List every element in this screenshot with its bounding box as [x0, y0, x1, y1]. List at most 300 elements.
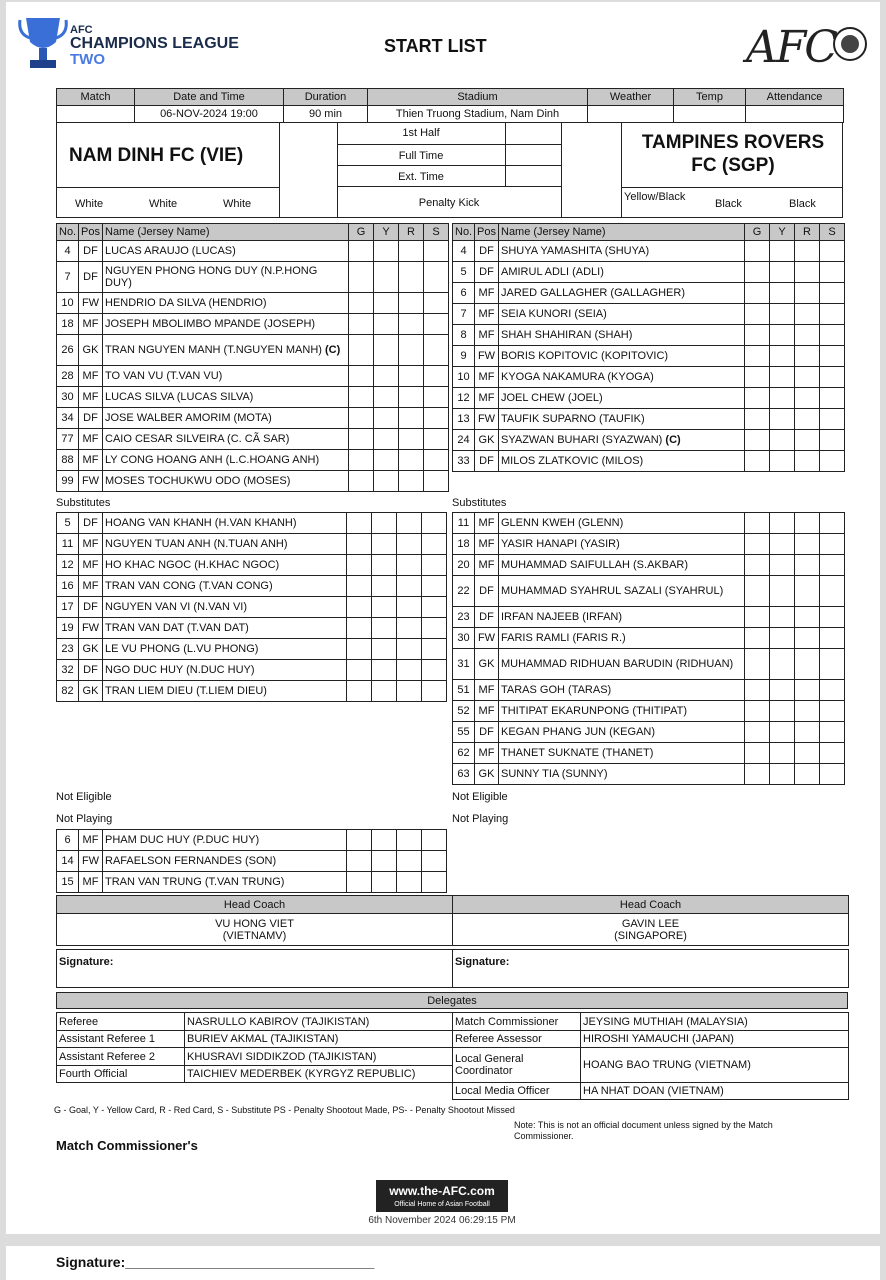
player-row — [453, 262, 845, 283]
home-subs-label: Substitutes — [56, 497, 111, 509]
player-number: 62 — [453, 743, 475, 764]
header-no: No. — [57, 224, 79, 241]
delegate-role: Referee Assessor — [453, 1031, 581, 1048]
player-row — [453, 649, 845, 680]
player-row — [57, 241, 449, 262]
player-position: GK — [79, 335, 103, 366]
player-number: 18 — [57, 314, 79, 335]
stat-cell — [795, 743, 820, 764]
player-name-text: MUHAMMAD RIDHUAN BARUDIN (RIDHUAN) — [501, 658, 734, 670]
afc-logo — [746, 20, 870, 72]
stat-cell — [770, 722, 795, 743]
player-name — [499, 325, 745, 346]
stat-cell — [745, 534, 770, 555]
player-name-text: TRAN LIEM DIEU (T.LIEM DIEU) — [105, 685, 267, 697]
player-position: MF — [475, 304, 499, 325]
stat-cell — [745, 649, 770, 680]
logo-line3: TWO — [70, 51, 105, 68]
stat-cell — [399, 241, 424, 262]
stat-cell — [349, 366, 374, 387]
player-number: 22 — [453, 576, 475, 607]
player-row — [57, 618, 447, 639]
player-position: MF — [475, 680, 499, 701]
stat-cell — [770, 534, 795, 555]
stat-cell — [372, 830, 397, 851]
away-team-name-line1: TAMPINES ROVERS — [641, 132, 825, 153]
player-position: MF — [79, 872, 103, 893]
player-number: 18 — [453, 534, 475, 555]
player-number: 23 — [453, 607, 475, 628]
player-position: DF — [79, 262, 103, 293]
player-position: DF — [79, 660, 103, 681]
player-position: MF — [475, 283, 499, 304]
player-number: 51 — [453, 680, 475, 701]
away-team-name-line2: FC (SGP) — [691, 155, 775, 176]
stat-cell — [422, 576, 447, 597]
player-name — [499, 241, 745, 262]
period-ext-time: Ext. Time — [398, 171, 444, 183]
stat-cell — [820, 283, 845, 304]
player-number: 30 — [57, 387, 79, 408]
stat-cell — [795, 367, 820, 388]
stat-cell — [399, 366, 424, 387]
stat-cell — [399, 450, 424, 471]
away-subs-label: Substitutes — [452, 497, 507, 509]
stat-cell — [347, 830, 372, 851]
player-position: MF — [475, 388, 499, 409]
stat-cell — [422, 872, 447, 893]
stat-cell — [347, 872, 372, 893]
header-pos: Pos — [475, 224, 499, 241]
player-position: MF — [475, 555, 499, 576]
stat-cell — [820, 367, 845, 388]
stat-cell — [820, 513, 845, 534]
player-position: MF — [79, 450, 103, 471]
stat-cell — [397, 681, 422, 702]
stat-cell — [745, 388, 770, 409]
away-subs-table — [452, 512, 845, 785]
stat-cell — [372, 534, 397, 555]
player-name-text: CAIO CESAR SILVEIRA (C. CÃ SAR) — [105, 433, 290, 445]
stat-cell — [745, 576, 770, 607]
stat-cell — [424, 314, 449, 335]
header-attendance: Attendance — [746, 89, 844, 106]
player-position: FW — [475, 346, 499, 367]
player-number: 55 — [453, 722, 475, 743]
player-name-text: NGO DUC HUY (N.DUC HUY) — [105, 664, 255, 676]
stat-cell — [397, 597, 422, 618]
player-row — [57, 555, 447, 576]
player-number: 7 — [57, 262, 79, 293]
player-name-text: HOANG VAN KHANH (H.VAN KHANH) — [105, 517, 297, 529]
away-signature-label: Signature: — [453, 950, 849, 988]
stat-cell — [422, 534, 447, 555]
player-name — [499, 764, 745, 785]
away-coach-label: Head Coach — [453, 896, 849, 914]
value-date: 06-NOV-2024 19:00 — [135, 106, 284, 123]
stat-cell — [422, 681, 447, 702]
stat-cell — [770, 513, 795, 534]
stat-cell — [795, 764, 820, 785]
stat-cell — [795, 262, 820, 283]
player-number: 30 — [453, 628, 475, 649]
player-name-text: SHAH SHAHIRAN (SHAH) — [501, 329, 633, 341]
player-position: MF — [79, 387, 103, 408]
player-name — [499, 607, 745, 628]
header-stadium: Stadium — [368, 89, 588, 106]
stat-cell — [770, 409, 795, 430]
start-list-page — [6, 2, 880, 1234]
stat-cell — [347, 660, 372, 681]
player-name-text: MUHAMMAD SYAHRUL SAZALI (SYAHRUL) — [501, 585, 724, 597]
stat-cell — [795, 649, 820, 680]
player-name — [103, 335, 349, 366]
stat-cell — [820, 701, 845, 722]
stat-cell — [399, 335, 424, 366]
stat-cell — [372, 513, 397, 534]
stat-cell — [424, 471, 449, 492]
stat-cell — [820, 649, 845, 680]
player-position: FW — [79, 851, 103, 872]
player-number: 11 — [453, 513, 475, 534]
player-name-text: SHUYA YAMASHITA (SHUYA) — [501, 245, 650, 257]
stat-cell — [424, 335, 449, 366]
delegate-role: Assistant Referee 2 — [57, 1048, 185, 1066]
player-number: 13 — [453, 409, 475, 430]
stat-cell — [397, 618, 422, 639]
player-row — [453, 576, 845, 607]
stat-cell — [820, 325, 845, 346]
stat-cell — [399, 293, 424, 314]
player-number: 4 — [453, 241, 475, 262]
header-name: Name (Jersey Name) — [103, 224, 349, 241]
player-row — [453, 346, 845, 367]
player-position: GK — [475, 764, 499, 785]
player-position: FW — [79, 618, 103, 639]
stat-cell — [422, 660, 447, 681]
player-name-text: IRFAN NAJEEB (IRFAN) — [501, 611, 623, 623]
player-name — [499, 649, 745, 680]
player-name-text: TARAS GOH (TARAS) — [501, 684, 612, 696]
stat-cell — [374, 387, 399, 408]
player-row — [57, 471, 449, 492]
stat-cell — [745, 451, 770, 472]
player-position: FW — [79, 471, 103, 492]
stat-cell — [397, 576, 422, 597]
player-row — [453, 607, 845, 628]
player-name-text: TO VAN VU (T.VAN VU) — [105, 370, 223, 382]
stat-cell — [349, 450, 374, 471]
stat-cell — [397, 534, 422, 555]
stat-cell — [372, 597, 397, 618]
delegate-name: TAICHIEV MEDERBEK (KYRGYZ REPUBLIC) — [185, 1066, 453, 1083]
player-position: GK — [79, 681, 103, 702]
player-number: 17 — [57, 597, 79, 618]
stat-cell — [424, 241, 449, 262]
stat-cell — [374, 241, 399, 262]
player-row — [453, 409, 845, 430]
trophy-icon — [18, 14, 68, 72]
player-row — [57, 872, 447, 893]
player-row — [453, 555, 845, 576]
player-position: MF — [79, 555, 103, 576]
stat-cell — [372, 618, 397, 639]
stat-cell — [374, 450, 399, 471]
header-match: Match — [57, 89, 135, 106]
stat-cell — [795, 409, 820, 430]
ball-icon — [832, 26, 868, 62]
player-row — [453, 325, 845, 346]
stat-cell — [820, 764, 845, 785]
stat-cell — [374, 408, 399, 429]
delegate-role: Local General Coordinator — [453, 1048, 581, 1083]
stamp-tagline: Official Home of Asian Football — [394, 1201, 490, 1208]
player-name — [499, 628, 745, 649]
stat-cell — [770, 764, 795, 785]
player-number: 5 — [453, 262, 475, 283]
stat-cell — [372, 872, 397, 893]
player-name-text: GLENN KWEH (GLENN) — [501, 517, 624, 529]
stat-cell — [770, 628, 795, 649]
logo-line2: CHAMPIONS LEAGUE — [70, 35, 239, 52]
stat-cell — [820, 628, 845, 649]
player-name-text: BORIS KOPITOVIC (KOPITOVIC) — [501, 350, 669, 362]
player-position: MF — [79, 830, 103, 851]
player-number: 52 — [453, 701, 475, 722]
player-name-text: THITIPAT EKARUNPONG (THITIPAT) — [501, 705, 687, 717]
away-not-eligible-label: Not Eligible — [452, 791, 508, 803]
player-row — [453, 367, 845, 388]
player-name — [103, 618, 347, 639]
stamp-timestamp: 6th November 2024 06:29:15 PM — [368, 1215, 516, 1226]
player-row — [57, 335, 449, 366]
stat-cell — [424, 262, 449, 293]
match-info-table — [56, 88, 844, 123]
player-position: DF — [475, 607, 499, 628]
player-row — [57, 450, 449, 471]
stat-cell — [770, 430, 795, 451]
legend-text: G - Goal, Y - Yellow Card, R - Red Card, S - Substitute PS - Penalty Shootout Made, PS- - Penalty Shootout Missed — [54, 1105, 515, 1115]
player-name — [499, 534, 745, 555]
stat-cell — [820, 304, 845, 325]
header-name: Name (Jersey Name) — [499, 224, 745, 241]
player-name — [103, 639, 347, 660]
player-position: DF — [475, 262, 499, 283]
player-row — [57, 429, 449, 450]
player-number: 16 — [57, 576, 79, 597]
player-row — [57, 534, 447, 555]
player-number: 19 — [57, 618, 79, 639]
value-temp — [674, 106, 746, 123]
stat-cell — [795, 430, 820, 451]
player-position: DF — [475, 241, 499, 262]
player-name-text: TRAN VAN CONG (T.VAN CONG) — [105, 580, 273, 592]
page-2-top — [6, 1246, 880, 1280]
stat-cell — [424, 387, 449, 408]
value-match — [57, 106, 135, 123]
stat-cell — [422, 513, 447, 534]
player-position: GK — [475, 430, 499, 451]
player-number: 33 — [453, 451, 475, 472]
player-name — [499, 304, 745, 325]
delegate-role: Fourth Official — [57, 1066, 185, 1083]
player-row — [453, 701, 845, 722]
stat-cell — [745, 262, 770, 283]
logo-line1: AFC — [70, 24, 93, 36]
away-coach — [453, 914, 849, 946]
player-number: 6 — [57, 830, 79, 851]
stat-cell — [347, 576, 372, 597]
player-name-text: RAFAELSON FERNANDES (SON) — [105, 855, 277, 867]
home-coach — [57, 914, 453, 946]
stat-cell — [372, 555, 397, 576]
player-row — [57, 681, 447, 702]
stat-cell — [795, 388, 820, 409]
stat-cell — [347, 639, 372, 660]
player-number: 31 — [453, 649, 475, 680]
value-attendance — [746, 106, 844, 123]
player-name — [499, 262, 745, 283]
player-row — [453, 304, 845, 325]
player-name-text: SUNNY TIA (SUNNY) — [501, 768, 608, 780]
player-number: 99 — [57, 471, 79, 492]
delegate-name: NASRULLO KABIROV (TAJIKISTAN) — [185, 1013, 453, 1031]
home-not-eligible-label: Not Eligible — [56, 791, 112, 803]
period-1st-half: 1st Half — [402, 127, 440, 139]
home-not-playing-table — [56, 829, 447, 893]
stat-cell — [820, 534, 845, 555]
delegates-table — [56, 1012, 849, 1100]
player-name — [103, 241, 349, 262]
stat-cell — [349, 429, 374, 450]
player-position: GK — [475, 649, 499, 680]
player-number: 8 — [453, 325, 475, 346]
player-position: MF — [79, 314, 103, 335]
stat-cell — [820, 680, 845, 701]
player-name — [103, 660, 347, 681]
stat-cell — [745, 325, 770, 346]
player-position: MF — [475, 701, 499, 722]
delegate-name: HIROSHI YAMAUCHI (JAPAN) — [581, 1031, 849, 1048]
stat-cell — [820, 346, 845, 367]
stat-cell — [397, 513, 422, 534]
stat-cell — [374, 429, 399, 450]
stat-cell — [795, 555, 820, 576]
stat-cell — [397, 639, 422, 660]
delegates-header — [56, 992, 848, 1009]
player-row — [453, 743, 845, 764]
player-name-text: LY CONG HOANG ANH (L.C.HOANG ANH) — [105, 454, 320, 466]
player-name — [103, 534, 347, 555]
player-number: 7 — [453, 304, 475, 325]
stat-cell — [745, 628, 770, 649]
player-position: DF — [79, 241, 103, 262]
stat-cell — [424, 366, 449, 387]
captain-mark: (C) — [665, 434, 681, 446]
player-name — [499, 283, 745, 304]
stat-cell — [399, 408, 424, 429]
stat-cell — [770, 576, 795, 607]
player-name — [499, 388, 745, 409]
player-row — [453, 430, 845, 451]
player-row — [453, 241, 845, 262]
player-name — [499, 555, 745, 576]
player-name-text: TRAN VAN DAT (T.VAN DAT) — [105, 622, 249, 634]
player-name — [103, 366, 349, 387]
stat-cell — [397, 555, 422, 576]
stat-cell — [372, 681, 397, 702]
player-position: GK — [79, 639, 103, 660]
player-number: 12 — [57, 555, 79, 576]
stat-cell — [347, 513, 372, 534]
stat-cell — [349, 387, 374, 408]
player-name-text: KEGAN PHANG JUN (KEGAN) — [501, 726, 656, 738]
header-y: Y — [770, 224, 795, 241]
stat-cell — [374, 293, 399, 314]
stat-cell — [820, 262, 845, 283]
home-kit-shirt: White — [75, 198, 104, 210]
stat-cell — [820, 607, 845, 628]
stat-cell — [795, 451, 820, 472]
stat-cell — [347, 597, 372, 618]
away-coach-name: GAVIN LEE — [621, 917, 680, 930]
header-duration: Duration — [284, 89, 368, 106]
player-row — [453, 764, 845, 785]
player-name — [103, 597, 347, 618]
player-name — [103, 576, 347, 597]
delegate-name: JEYSING MUTHIAH (MALAYSIA) — [581, 1013, 849, 1031]
player-name — [103, 408, 349, 429]
stat-cell — [422, 618, 447, 639]
player-number: 28 — [57, 366, 79, 387]
stamp-site: www.the-AFC.com — [389, 1184, 495, 1198]
player-row — [57, 293, 449, 314]
home-coach-country: (VIETNAMV) — [222, 929, 287, 942]
home-signature-label: Signature: — [57, 950, 453, 988]
stat-cell — [795, 241, 820, 262]
stat-cell — [422, 830, 447, 851]
player-number: 82 — [57, 681, 79, 702]
stat-cell — [372, 576, 397, 597]
stat-cell — [347, 555, 372, 576]
player-name — [103, 293, 349, 314]
player-position: MF — [475, 513, 499, 534]
stat-cell — [770, 283, 795, 304]
stat-cell — [795, 534, 820, 555]
player-row — [57, 262, 449, 293]
player-row — [57, 366, 449, 387]
player-position: DF — [79, 408, 103, 429]
player-name — [103, 450, 349, 471]
stat-cell — [349, 241, 374, 262]
delegate-role: Referee — [57, 1013, 185, 1031]
player-name-text: PHAM DUC HUY (P.DUC HUY) — [105, 834, 260, 846]
player-name-text: SYAZWAN BUHARI (SYAZWAN) — [501, 434, 663, 446]
stat-cell — [347, 618, 372, 639]
player-name-text: TAUFIK SUPARNO (TAUFIK) — [501, 413, 645, 425]
player-name — [103, 681, 347, 702]
stat-cell — [745, 241, 770, 262]
header-r: R — [795, 224, 820, 241]
player-name-text: NGUYEN PHONG HONG DUY (N.P.HONG DUY) — [105, 265, 318, 289]
player-position: FW — [79, 293, 103, 314]
stat-cell — [770, 388, 795, 409]
player-name-text: HENDRIO DA SILVA (HENDRIO) — [105, 297, 267, 309]
header-no: No. — [453, 224, 475, 241]
stat-cell — [349, 262, 374, 293]
player-number: 9 — [453, 346, 475, 367]
stat-cell — [349, 293, 374, 314]
